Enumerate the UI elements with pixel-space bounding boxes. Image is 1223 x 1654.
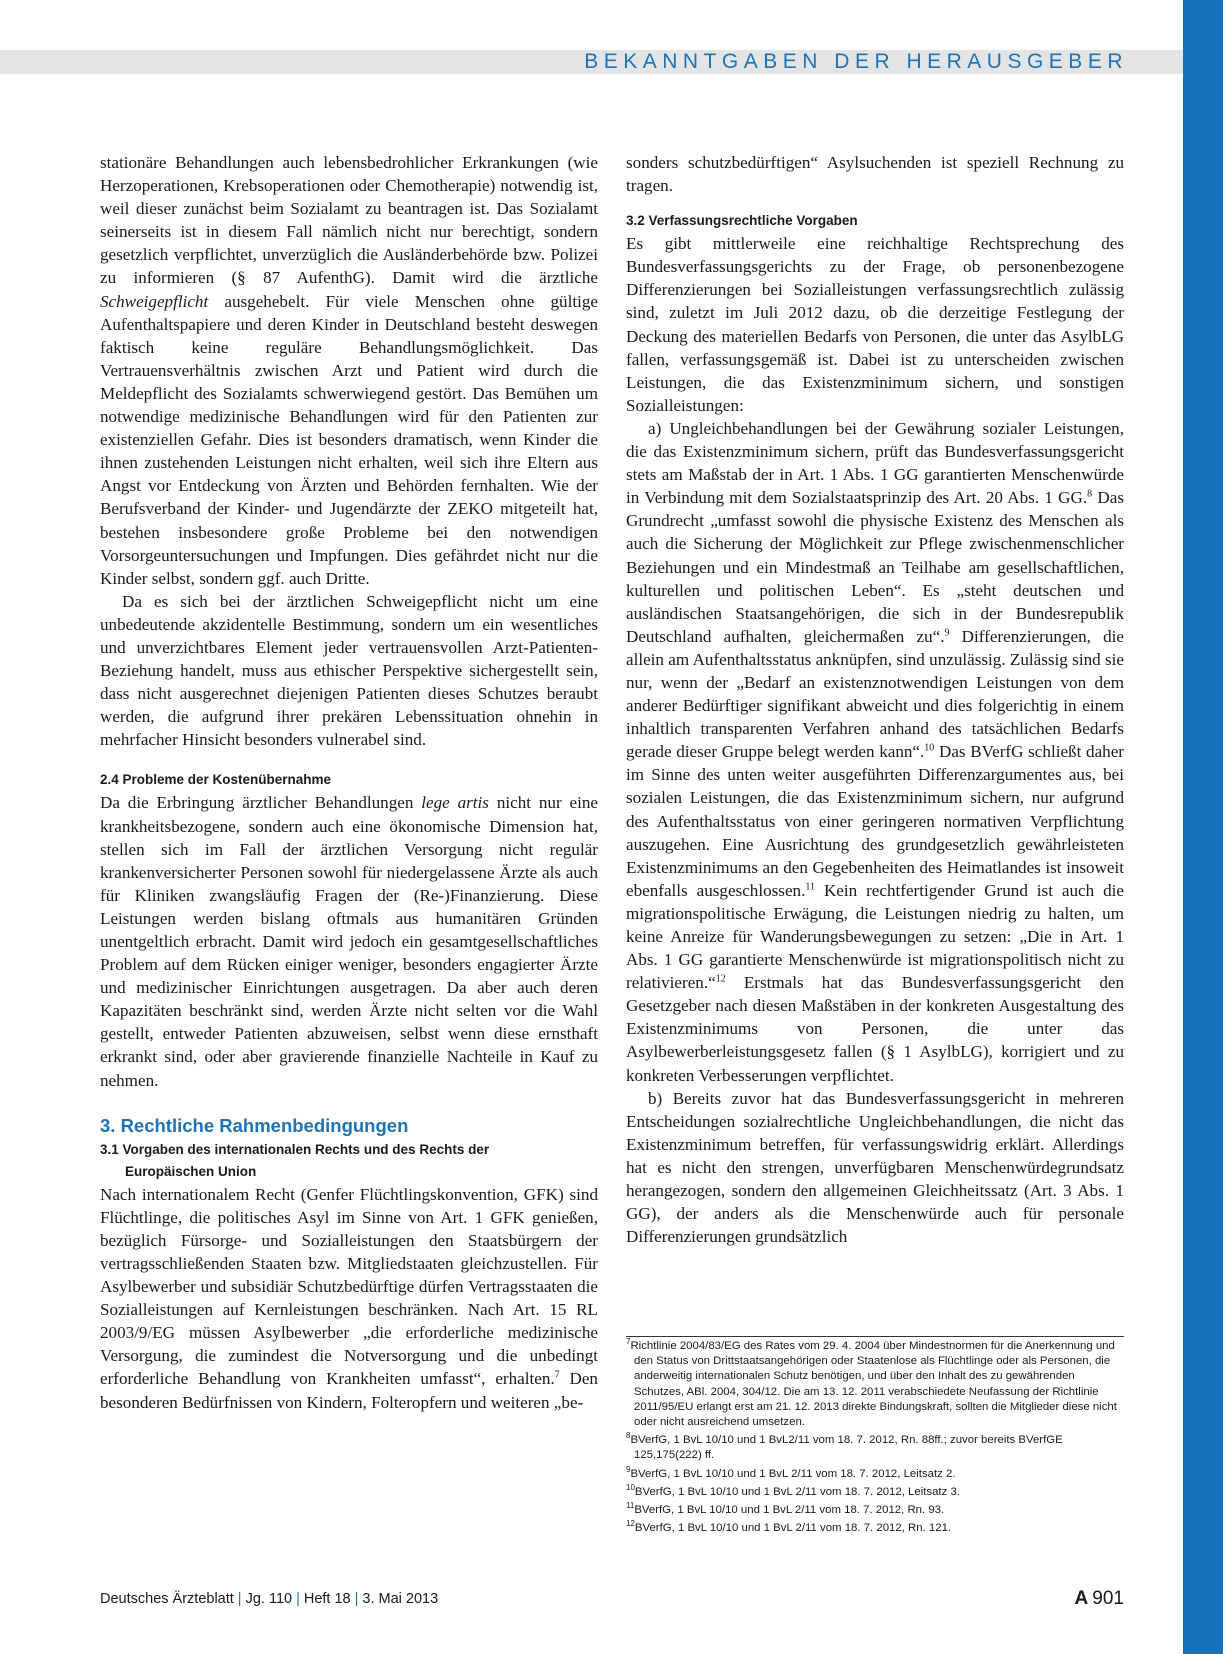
paragraph: Da es sich bei der ärztlichen Schweigepflicht nicht um eine unbedeutende akzidentelle Bestimmung, sondern um ein wesentliches und unverzichtbares Element jeder vertrauensvollen Arzt-Patienten-Beziehung handelt, muss aus ethischer Perspektive sichergestellt sein, dass nicht ausgerechnet diejenigen Patienten dieses Schutzes beraubt werden, die aufgrund ihrer prekären Lebenssituation ohnehin in mehrfacher Hinsicht besonders vulnerabel sind.	[100, 591, 598, 750]
separator: |	[237, 1591, 242, 1607]
separator: |	[296, 1591, 300, 1607]
paragraph: Nach internationalem Recht (Genfer Flüchtlingskonvention, GFK) sind Flüchtlinge, die politisches Asyl im Sinne von Art. 1 GFK genießen, bezüglich Fürsorge- und Sozialleistungen den Staatsbürgern der vertragsschließenden Staaten bzw. Mitgliedstaaten gleichzustellen. Für Asylbewerber und subsidiär Schutzbedürftige dürfen Vertragsstaaten die Sozialleistungen auf Kernleistungen beschränken. Nach Art. 15 RL 2003/9/EG müssen Asylbewerber „die erforderliche medizinische Versorgung, die zumindest die Notversorgung und die unbedingt erforderliche Behandlung von Krankheiten umfasst“, erhalten.$^7$ Den besonderen Bedürfnissen von Kindern, Folteropfern und weiteren „be-	[100, 1184, 598, 1412]
footnote-ref: 11	[805, 881, 815, 893]
footer-citation	[100, 1586, 438, 1612]
separator: |	[354, 1591, 359, 1607]
issue: Heft 18	[303, 1591, 351, 1607]
paragraph: Da die Erbringung ärztlicher Behandlungen lege artis nicht nur eine krankheitsbezogene, sondern auch eine ökonomische Dimension hat, stellen sich im Fall der ärztlichen Versorgung nicht regulär krankenversicherter Personen sowohl für niedergelassene Ärzte als auch für Kliniken zwangsläufig Fragen der (Re-)Finanzierung. Diese Leistungen werden bislang oftmals aus humanitären Gründen unentgeltlich erbracht. Damit wird jedoch ein gesamtgesellschaftliches Problem auf dem Rücken einiger weniger, besonders engagierter Ärzte und medizinischer Einrichtungen ausgetragen. Da aber auch deren Kapazitäten beschränkt sind, werden Ärzte nicht selten vor die Wahl gestellt, entweder Patienten abzuweisen, selbst wenn diese ernsthaft erkrankt sind, oder aber gravierende finanzielle Nachteile in Kauf zu nehmen.	[100, 793, 598, 1090]
header-band	[0, 50, 1183, 74]
right-column	[626, 151, 1124, 1248]
footnotes	[626, 1336, 1124, 1539]
subheading-3-2: 3.2 Verfassungsrechtliche Vorgaben	[626, 213, 858, 229]
issue-date: 3. Mai 2013	[362, 1591, 439, 1607]
paragraph: b) Bereits zuvor hat das Bundesverfassungsgericht in mehreren Entscheidungen sozialrechtliche Ungleichbehandlungen, die nicht das Existenzminimum betreffen, für verfassungswidrig erklärt. Allerdings hat es nicht den strengen, unverfügbaren Menschenwürdegrundsatz herangezogen, sondern den allgemeinen Gleichheitssatz (Art. 3 Abs. 1 GG), der anders als die Menschenwürde auch für personale Differenzierungen grundsätzlich	[626, 1088, 1124, 1247]
volume: Jg. 110	[245, 1591, 293, 1607]
footnote-ref: 10	[924, 742, 935, 754]
left-column	[100, 151, 598, 1414]
footnote: $^9$BVerfG, 1 BvL 10/10 und 1 BvL 2/11 vom 18. 7. 2012, Leitsatz 2.	[626, 1464, 956, 1480]
section-title: BEKANNTGABEN DER HERAUSGEBER	[584, 50, 1128, 73]
subheading-2-4: 2.4 Probleme der Kostenübernahme	[100, 772, 332, 788]
footnote-ref: 7	[554, 1369, 560, 1381]
footnote-ref: 12	[715, 973, 726, 985]
right-edge-stripe	[1183, 0, 1223, 1654]
paragraph: Es gibt mittlerweile eine reichhaltige Rechtsprechung des Bundesverfassungsgerichts zu der Frage, ob personenbezogene Differenzierungen bei Sozialleistungen verfassungsrechtlich zulässig sind, zuletzt im Juli 2012 dazu, ob die derzeitige Festlegung der Deckung des materiellen Bedarfs von Personen, die unter das AsylbLG fallen, verfassungsgemäß ist. Dabei ist zu unterscheiden zwischen Leistungen, die das Existenzminimum sichern, und sonstigen Sozialleistungen:	[626, 234, 1124, 415]
journal-name: Deutsches Ärzteblatt	[100, 1591, 234, 1607]
page-num: 901	[1092, 1588, 1124, 1609]
paragraph: stationäre Behandlungen auch lebensbedrohlicher Erkrankungen (wie Herzoperationen, Krebsoperationen oder Chemotherapie) notwendig ist, weil dieser zunächst beim Sozialamt zu beantragen ist. Das Sozialamt seinerseits ist in diesem Fall nämlich nicht nur berechtigt, sondern gesetzlich verpflichtet, unverzüglich die Ausländerbehörde bzw. Polizei zu informieren (§ 87 AufenthG). Damit wird die ärztliche Schweigepflicht ausgehebelt. Für viele Menschen ohne gültige Aufenthaltspapiere und deren Kinder in Deutschland besteht deswegen faktisch keine reguläre Behandlungsmöglichkeit. Das Vertrauensverhältnis zwischen Arzt und Patient wird durch die Meldepflicht des Sozialamts schwerwiegend gestört. Das Bemühen um notwendige medizinische Behandlungen wird für den Patienten zur existenziellen Gefahr. Dies ist besonders dramatisch, wenn Kinder die ihnen zustehenden Leistungen nicht erhalten, weil sich ihre Eltern aus Angst vor Entdeckung von Ärzten und Behörden fernhalten. Wie der Berufsverband der Kinder- und Jugendärzte der ZEKO mitgeteilt hat, bestehen insbesondere große Probleme bei den notwendigen Vorsorgeuntersuchungen und Impfungen. Dies gefährdet nicht nur die Kinder selbst, sondern ggf. auch Dritte.	[100, 153, 598, 588]
footnote: $^8$BVerfG, 1 BvL 10/10 und 1 BvL2/11 vom 18. 7. 2012, Rn. 88ff.; zuvor bereits BVerfGE 125,175(222) ff.	[626, 1431, 1063, 1462]
section-heading-3: 3. Rechtliche Rahmenbedingungen	[100, 1114, 409, 1136]
paragraph: sonders schutzbedürftigen“ Asylsuchenden ist speziell Rechnung zu tragen.	[626, 153, 1124, 196]
footnote: $^{11}$BVerfG, 1 BvL 10/10 und 1 BvL 2/11 vom 18. 7. 2012, Rn. 93.	[626, 1501, 945, 1517]
footnote-ref: 9	[944, 627, 950, 639]
footnote: $^{12}$BVerfG, 1 BvL 10/10 und 1 BvL 2/11 vom 18. 7. 2012, Rn. 121.	[626, 1519, 952, 1535]
page-footer	[100, 1586, 1124, 1612]
footnote: $^{10}$BVerfG, 1 BvL 10/10 und 1 BvL 2/11 vom 18. 7. 2012, Leitsatz 3.	[626, 1483, 960, 1498]
subheading-3-1: 3.1 Vorgaben des internationalen Rechts und des Rechts der Europäischen Union	[100, 1141, 490, 1179]
footnote: $^7$Richtlinie 2004/83/EG des Rates vom 29. 4. 2004 über Mindestnormen für die Anerkennung und den Status von Drittstaatsangehörigen oder Staatenlose als Flüchtlinge oder als Personen, die anderweitig internationalen Schutz benötigen, und über den Inhalt des zu gewährenden Schutzes, ABl. 2004, 304/12. Die am 13. 12. 2011 verabschiedete Neufassung der Richtlinie 2011/95/EU erlangt erst am 21. 12. 2013 direkte Bindungskraft, sollten die Mitglieder diese nicht oder nicht ausreichend umsetzen.	[626, 1337, 1117, 1429]
page-letter: A	[1074, 1588, 1089, 1609]
page-number	[1075, 1586, 1124, 1613]
paragraph: a) Ungleichbehandlungen bei der Gewährung sozialer Leistungen, die das Existenzminimum sichern, prüft das Bundesverfassungsgericht stets am Maßstab der in Art. 1 Abs. 1 GG garantierten Menschenwürde in Verbindung mit dem Sozialstaatsprinzip des Art. 20 Abs. 1 GG.$^8$ Das Grundrecht „umfasst sowohl die physische Existenz des Menschen als auch die Sicherung der Möglichkeit zur Pflege zwischenmenschlicher Beziehungen und ein Mindestmaß an Teilhabe am gesellschaftlichen, kulturellen und politischen Leben“. Es „steht deutschen und ausländischen Staatsangehörigen, die sich in der Bundesrepublik Deutschland aufhalten, gleichermaßen zu“.$^9$ Differenzierungen, die allein am Aufenthaltsstatus anknüpfen, sind unzulässig. Zulässig sind sie nur, wenn der „Bedarf an existenznotwendigen Leistungen von dem anderer Bedürftiger signifikant abweicht und dies folgerichtig in einem inhaltlich transparenten Verfahren anhand des tatsächlichen Bedarfs gerade dieser Gruppe belegt werden kann“.$^{10}$ Das BVerfG schließt daher im Sinne des unten weiter ausgeführten Differenzargumentes aus, bei sozialen Leistungen, die das Existenzminimum sichern, nur aufgrund des Aufenthaltsstatus von einer geringeren normativen Verpflichtung auszugehen. Eine Ausrichtung des grundgesetzlich gewährleisteten Existenzminimums an den Gegebenheiten des Heimatlandes ist insoweit ebenfalls ausgeschlossen.$^{11}$ Kein rechtfertigender Grund ist auch die migrationspolitische Erwägung, die Leistungen niedrig zu halten, um keine Anreize für Wanderungsbewegungen zu setzen: „Die in Art. 1 Abs. 1 GG garantierte Menschenwürde ist migrationspolitisch nicht zu relativieren.“$^{12}$ Erstmals hat das Bundesverfassungsgericht den Gesetzgeber nach diesen Maßstäben in der konkreten Ausgestaltung des Existenzminimums von Personen, die unter das Asylbewerberleistungsgesetz fallen (§ 1 AsylbLG), korrigiert und zu konkreten Verbesserungen verpflichtet.	[626, 418, 1124, 1085]
footnote-ref: 8	[1087, 488, 1093, 500]
